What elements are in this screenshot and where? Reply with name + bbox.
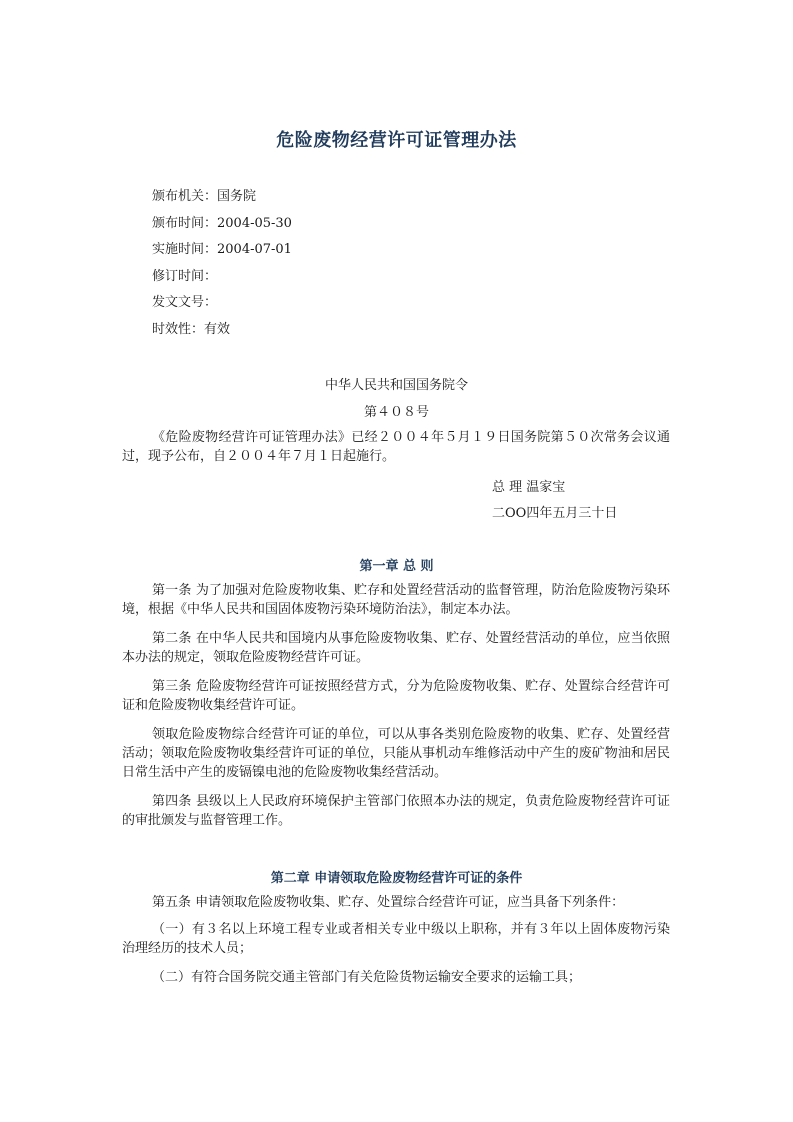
article-4: 第四条 县级以上人民政府环境保护主管部门依照本办法的规定，负责危险废物经营许可证的审批颁发与监督管理工作。 [122, 794, 670, 828]
document-title: 危险废物经营许可证管理办法 [276, 130, 517, 151]
article-1: 第一条 为了加强对危险废物收集、贮存和处置经营活动的监督管理，防治危险废物污染环境，根据《中华人民共和国固体废物污染环境防治法》，制定本办法。 [122, 583, 670, 617]
article-2: 第二条 在中华人民共和国境内从事危险废物收集、贮存、处置经营活动的单位，应当依照本办法的规定，领取危险废物经营许可证。 [122, 631, 670, 665]
chapter-2-heading: 第二章 申请领取危险废物经营许可证的条件 [270, 871, 523, 886]
meta-effective-date: 实施时间：2004-07-01 [152, 242, 292, 257]
decree-signer: 总 理 温家宝 [492, 480, 566, 495]
meta-doc-number: 发文文号： [152, 295, 218, 310]
article-3-paragraph-2: 领取危险废物综合经营许可证的单位，可以从事各类别危险废物的收集、贮存、处置经营活动；领取危险废物收集经营许可证的单位，只能从事机动车维修活动中产生的废矿物油和居民日常生活中产生的废镉镍电池的危险废物收集经营活动。 [122, 727, 670, 780]
decree-date: 二OO四年五月三十日 [492, 506, 618, 521]
decree-issuer: 中华人民共和国国务院令 [324, 378, 468, 393]
article-5: 第五条 申请领取危险废物收集、贮存、处置综合经营许可证，应当具备下列条件： [152, 895, 625, 910]
meta-issuer: 颁布机关：国务院 [152, 189, 257, 204]
decree-number: 第４０８号 [363, 405, 429, 420]
meta-revision-date: 修订时间： [152, 268, 218, 284]
meta-issue-date: 颁布时间：2004-05-30 [152, 215, 292, 231]
document-meta [152, 184, 292, 343]
decree-body: 《危险废物经营许可证管理办法》已经２００４年５月１９日国务院第５０次常务会议通过，现予公布，自２００４年７月１日起施行。 [122, 430, 670, 464]
chapter-1-heading: 第一章 总 则 [359, 559, 434, 574]
article-5-item-1: （一）有３名以上环境工程专业或者相关专业中级以上职称，并有３年以上固体废物污染治理经历的技术人员； [122, 922, 670, 956]
article-5-item-2: （二）有符合国务院交通主管部门有关危险货物运输安全要求的运输工具； [152, 970, 582, 985]
article-3: 第三条 危险废物经营许可证按照经营方式，分为危险废物收集、贮存、处置综合经营许可证和危险废物收集经营许可证。 [122, 679, 670, 713]
meta-validity: 时效性：有效 [152, 321, 231, 337]
